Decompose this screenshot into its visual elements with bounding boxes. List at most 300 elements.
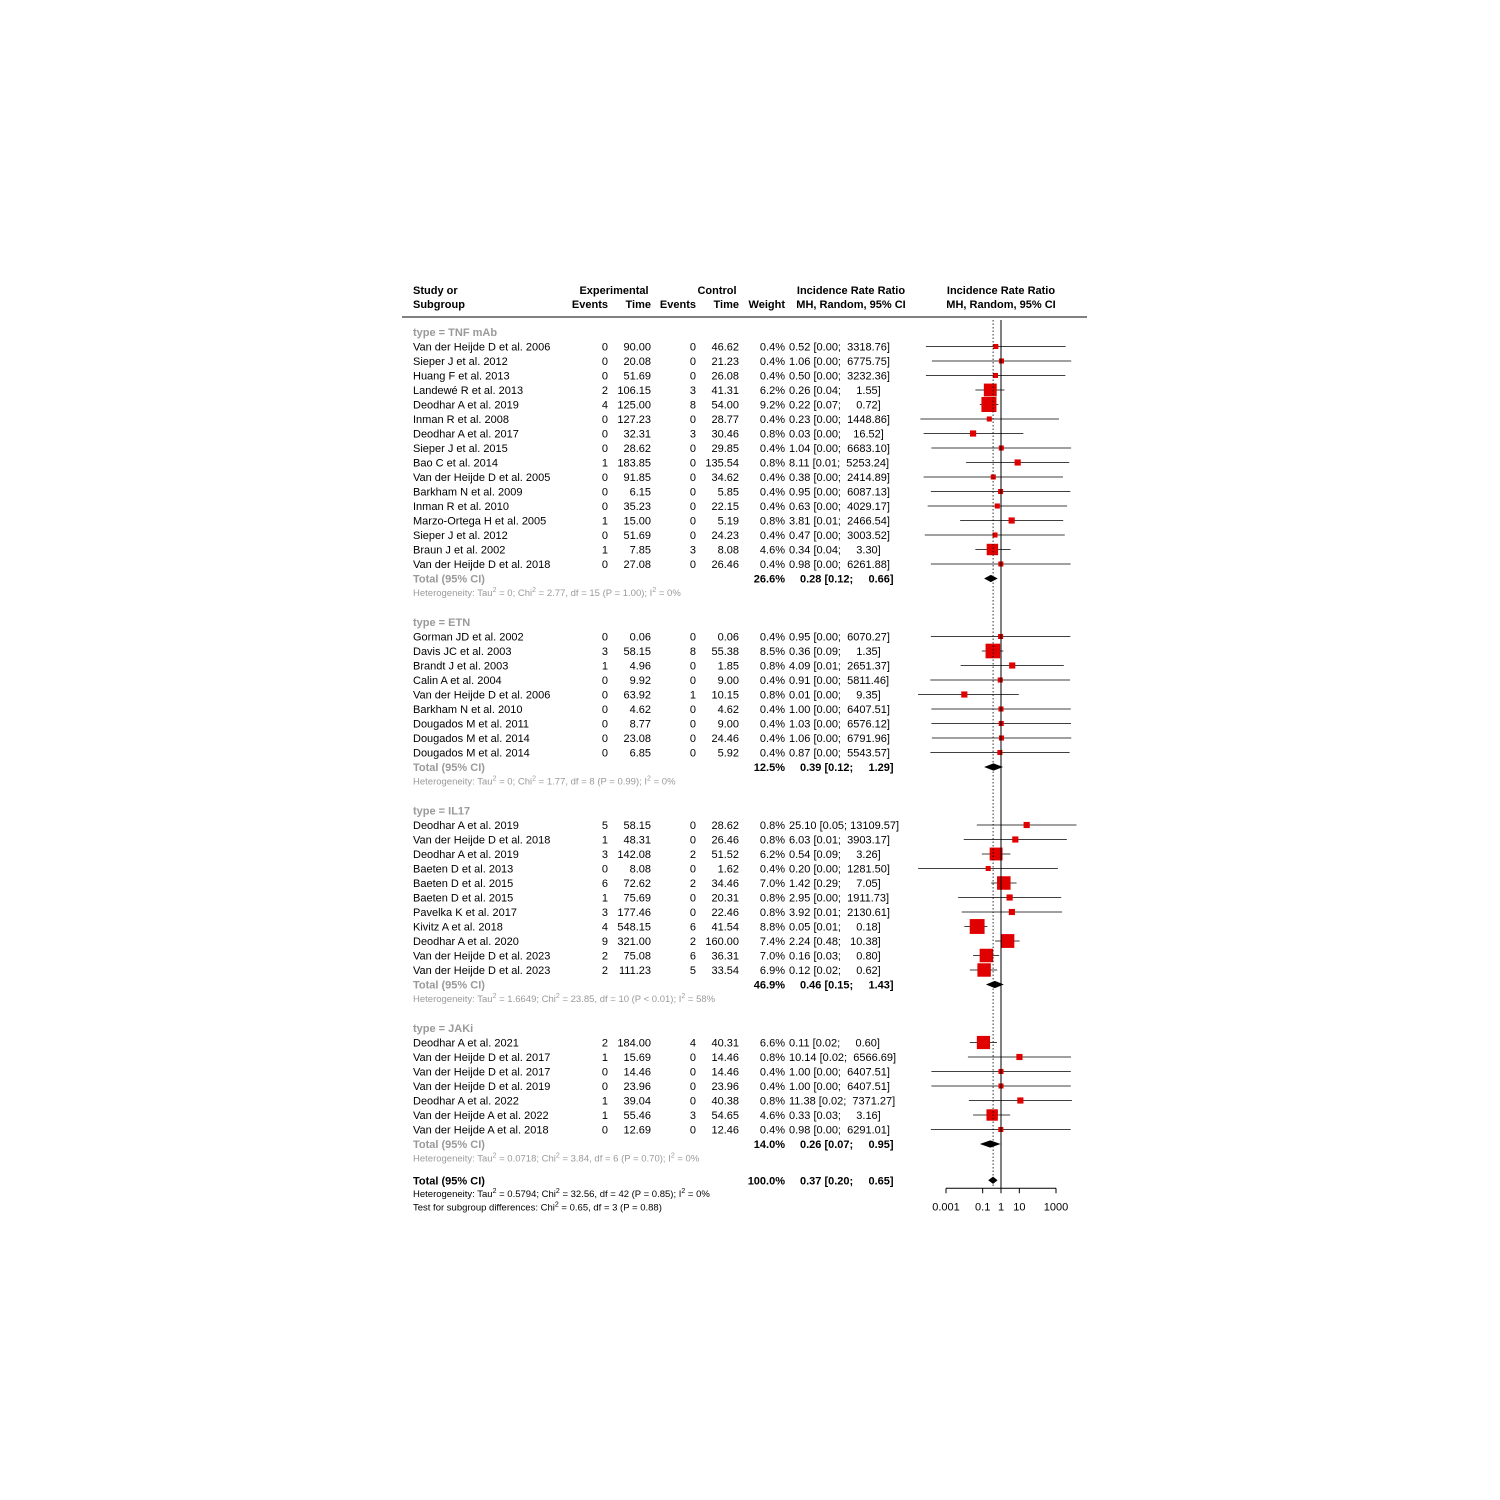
subgroup-total-label: Total (95% CI): [413, 573, 485, 586]
superscript: 2: [555, 993, 560, 1000]
study-name: Van der Heijde D et al. 2006: [413, 341, 551, 354]
study-name: Van der Heijde D et al. 2018: [413, 559, 551, 571]
exp-events: 0: [601, 689, 608, 702]
effect-ci: 8.11 [0.01; 5253.24]: [789, 457, 890, 470]
ctrl-time: 23.96: [711, 1081, 739, 1093]
exp-time: 75.08: [623, 950, 651, 963]
effect-ci: 3.92 [0.01; 2130.61]: [789, 907, 890, 919]
effect-ci: 0.01 [0.00; 9.35]: [789, 689, 881, 702]
subgroup-total-weight: 26.6%: [753, 573, 785, 586]
study-name: Calin A et al. 2004: [413, 675, 502, 687]
study-square: [1012, 836, 1018, 842]
het-text-part: = 0.0718; Chi: [496, 1153, 556, 1165]
subgroup-total-ci: 0.28 [0.12; 0.66]: [800, 573, 894, 586]
ctrl-time: 0.06: [717, 631, 739, 644]
ctrl-events: 0: [689, 863, 696, 876]
exp-events: 1: [601, 457, 608, 470]
ctrl-time: 5.85: [717, 486, 739, 499]
exp-time: 58.15: [623, 646, 651, 658]
exp-events: 0: [601, 472, 608, 484]
weight: 0.4%: [759, 747, 785, 760]
exp-time: 0.06: [629, 631, 651, 644]
exp-time: 58.15: [623, 820, 651, 832]
ctrl-events: 0: [689, 1081, 696, 1093]
ctrl-time: 54.00: [711, 399, 739, 412]
exp-events: 0: [601, 501, 608, 513]
weight: 4.6%: [759, 544, 785, 557]
subgroup-diamond: [984, 575, 998, 582]
weight: 8.8%: [759, 921, 785, 934]
exp-events: 0: [601, 1066, 608, 1079]
effect-ci: 0.95 [0.00; 6087.13]: [789, 486, 890, 499]
ctrl-time: 12.46: [711, 1124, 739, 1137]
het-text-part: = 32.56, df = 42 (P = 0.85); I: [559, 1188, 682, 1200]
exp-events: 0: [601, 747, 608, 760]
weight: 0.4%: [759, 472, 785, 484]
ctrl-time: 10.15: [711, 689, 739, 702]
superscript: 2: [681, 1187, 686, 1195]
study-name: Van der Heijde A et al. 2022: [413, 1110, 549, 1122]
header-experimental: Experimental: [579, 285, 649, 297]
study-name: Van der Heijde D et al. 2023: [413, 950, 551, 963]
ctrl-events: 0: [689, 559, 696, 571]
weight: 6.9%: [759, 965, 785, 977]
effect-ci: 1.00 [0.00; 6407.51]: [789, 704, 890, 716]
effect-ci: 0.38 [0.00; 2414.89]: [789, 472, 890, 484]
ctrl-events: 3: [689, 1110, 696, 1122]
superscript: 2: [492, 993, 497, 1000]
ctrl-time: 34.62: [711, 472, 739, 484]
exp-time: 23.96: [623, 1081, 651, 1093]
ctrl-events: 0: [689, 414, 696, 426]
x-axis-tick-label: 0.1: [975, 1201, 991, 1214]
subgroup-total-weight: 14.0%: [753, 1139, 785, 1151]
weight: 0.4%: [759, 631, 785, 644]
study-name: Van der Heijde D et al. 2006: [413, 689, 551, 702]
ctrl-time: 20.31: [711, 892, 739, 905]
study-square: [987, 416, 992, 421]
het-text-part: = 0%: [650, 776, 676, 788]
study-name: Van der Heijde D et al. 2017: [413, 1052, 551, 1064]
het-text-part: = 1.77, df = 8 (P = 0.99); I: [536, 776, 648, 788]
exp-time: 91.85: [623, 472, 651, 484]
ctrl-time: 28.77: [711, 414, 739, 426]
het-text-part: = 0.5794; Chi: [496, 1188, 556, 1200]
subgroup-total-ci: 0.46 [0.15; 1.43]: [800, 979, 894, 992]
het-text-part: Heterogeneity: Tau: [413, 588, 493, 599]
header-irr-line2: MH, Random, 95% CI: [796, 299, 906, 311]
weight: 0.4%: [759, 1066, 785, 1079]
study-square: [993, 373, 998, 378]
study-name: Deodhar A et al. 2021: [413, 1037, 519, 1050]
effect-ci: 2.95 [0.00; 1911.73]: [789, 892, 890, 905]
exp-time: 48.31: [623, 834, 651, 847]
effect-ci: 0.50 [0.00; 3232.36]: [789, 370, 890, 383]
ctrl-events: 0: [689, 747, 696, 760]
exp-events: 1: [601, 1095, 608, 1108]
study-name: Deodhar A et al. 2020: [413, 936, 519, 948]
exp-time: 15.69: [623, 1052, 651, 1064]
exp-time: 55.46: [623, 1110, 651, 1122]
het-text-part: = 23.85, df = 10 (P < 0.01); I: [559, 994, 682, 1005]
exp-events: 6: [601, 878, 608, 890]
weight: 9.2%: [759, 399, 785, 412]
exp-time: 75.69: [623, 892, 651, 905]
ctrl-events: 0: [689, 718, 696, 731]
header-control: Control: [697, 285, 737, 297]
superscript: 2: [647, 775, 651, 783]
superscript: 2: [670, 1152, 675, 1160]
exp-time: 321.00: [617, 936, 651, 948]
subgroup-label: type = TNF mAb: [413, 327, 498, 339]
overall-total-label: Total (95% CI): [413, 1175, 485, 1188]
header-study-line2: Subgroup: [413, 299, 465, 311]
study-name: Kivitz A et al. 2018: [413, 921, 503, 934]
header-study-line1: Study or: [413, 285, 458, 297]
exp-time: 32.31: [623, 428, 651, 441]
ctrl-time: 9.00: [717, 718, 739, 731]
header-exp-time: Time: [625, 299, 651, 311]
study-square: [970, 430, 976, 436]
study-name: Deodhar A et al. 2017: [413, 428, 519, 441]
exp-time: 12.69: [623, 1124, 651, 1137]
subgroup-total-label: Total (95% CI): [413, 762, 485, 774]
ctrl-events: 0: [689, 631, 696, 644]
ctrl-events: 6: [689, 950, 696, 963]
exp-events: 3: [601, 646, 608, 658]
study-name: Deodhar A et al. 2019: [413, 849, 519, 861]
effect-ci: 0.54 [0.09; 3.26]: [789, 849, 881, 861]
study-square: [1001, 934, 1015, 948]
superscript: 2: [652, 587, 657, 594]
exp-time: 51.69: [623, 530, 651, 542]
study-name: Braun J et al. 2002: [413, 544, 506, 557]
effect-ci: 0.34 [0.04; 3.30]: [789, 544, 881, 557]
weight: 4.6%: [759, 1110, 785, 1122]
ctrl-time: 5.92: [717, 747, 739, 760]
weight: 6.2%: [759, 385, 785, 397]
weight: 0.4%: [759, 733, 785, 745]
exp-events: 3: [601, 849, 608, 861]
ctrl-time: 14.46: [711, 1052, 739, 1064]
exp-events: 5: [601, 820, 608, 832]
study-square: [1015, 459, 1021, 465]
weight: 0.4%: [759, 501, 785, 513]
ctrl-events: 8: [689, 646, 696, 658]
exp-events: 0: [601, 370, 608, 383]
effect-ci: 0.12 [0.02; 0.62]: [789, 965, 881, 977]
ctrl-time: 40.38: [711, 1095, 739, 1108]
exp-time: 142.08: [617, 849, 651, 861]
ctrl-time: 26.46: [711, 834, 739, 847]
weight: 0.4%: [759, 530, 785, 542]
effect-ci: 1.42 [0.29; 7.05]: [789, 878, 881, 890]
subgroup-diamond: [984, 763, 1003, 770]
exp-time: 6.85: [629, 747, 651, 760]
effect-ci: 6.03 [0.01; 3903.17]: [789, 834, 890, 847]
study-name: Sieper J et al. 2012: [413, 530, 508, 542]
subgroup-test: [413, 1201, 662, 1213]
study-name: Van der Heijde A et al. 2018: [413, 1124, 549, 1137]
ctrl-events: 0: [689, 341, 696, 354]
exp-time: 72.62: [623, 878, 651, 890]
ctrl-events: 0: [689, 515, 696, 528]
effect-ci: 0.11 [0.02; 0.60]: [789, 1037, 880, 1050]
ctrl-events: 8: [689, 399, 696, 412]
exp-events: 4: [601, 921, 608, 934]
ctrl-events: 0: [689, 443, 696, 455]
study-name: Marzo-Ortega H et al. 2005: [413, 515, 547, 528]
exp-time: 14.46: [623, 1066, 651, 1079]
study-square: [981, 397, 996, 412]
exp-time: 183.85: [617, 457, 651, 470]
study-name: Sieper J et al. 2012: [413, 356, 508, 368]
ctrl-time: 41.54: [711, 921, 739, 934]
ctrl-events: 0: [689, 660, 696, 673]
effect-ci: 1.06 [0.00; 6791.96]: [789, 733, 890, 745]
exp-time: 7.85: [629, 544, 651, 557]
exp-events: 2: [601, 385, 608, 397]
weight: 8.5%: [759, 646, 785, 658]
x-axis-tick-label: 1: [997, 1201, 1005, 1214]
effect-ci: 1.03 [0.00; 6576.12]: [789, 718, 890, 731]
ctrl-events: 0: [689, 892, 696, 905]
weight: 7.0%: [759, 950, 785, 963]
exp-events: 0: [601, 718, 608, 731]
exp-events: 0: [601, 631, 608, 644]
ctrl-events: 0: [689, 834, 696, 847]
het-text-part: = 0%: [656, 588, 681, 599]
study-square: [1007, 894, 1013, 900]
superscript: 2: [554, 1201, 559, 1209]
study-square: [1009, 662, 1015, 668]
exp-events: 1: [601, 515, 608, 528]
ctrl-time: 46.62: [711, 341, 739, 354]
ctrl-time: 8.08: [717, 544, 739, 557]
weight: 0.4%: [759, 370, 785, 383]
ctrl-time: 24.23: [711, 530, 739, 542]
x-axis-tick-label: 0.001: [932, 1201, 960, 1214]
effect-ci: 0.23 [0.00; 1448.86]: [789, 414, 890, 426]
study-name: Dougados M et al. 2014: [413, 733, 530, 745]
subgroup-total-label: Total (95% CI): [413, 1139, 485, 1151]
study-name: Dougados M et al. 2011: [413, 718, 529, 731]
effect-ci: 0.52 [0.00; 3318.76]: [789, 341, 890, 354]
exp-time: 9.92: [629, 675, 651, 687]
study-square: [1009, 517, 1015, 523]
exp-time: 106.15: [617, 385, 651, 397]
header-ctrl-events: Events: [659, 299, 696, 311]
ctrl-events: 0: [689, 1124, 696, 1137]
subgroup-test-part: Test for subgroup differences: Chi: [413, 1202, 555, 1214]
weight: 6.6%: [759, 1037, 785, 1050]
study-name: Van der Heijde D et al. 2018: [413, 834, 551, 847]
weight: 0.8%: [759, 907, 785, 919]
table-header: [402, 285, 1087, 317]
exp-time: 90.00: [623, 341, 651, 354]
study-name: Brandt J et al. 2003: [413, 660, 509, 673]
ctrl-time: 26.46: [711, 559, 739, 571]
exp-events: 0: [601, 530, 608, 542]
ctrl-events: 3: [689, 544, 696, 557]
exp-events: 1: [601, 660, 608, 673]
ctrl-events: 0: [689, 907, 696, 919]
effect-ci: 0.63 [0.00; 4029.17]: [789, 501, 890, 513]
exp-events: 0: [601, 341, 608, 354]
weight: 0.4%: [759, 356, 785, 368]
study-square: [993, 344, 998, 349]
weight: 0.4%: [759, 718, 785, 731]
subgroup-test-part: = 0.65, df = 3 (P = 0.88): [558, 1202, 662, 1214]
study-square: [1024, 822, 1030, 828]
study-square: [997, 750, 1002, 755]
study-name: Deodhar A et al. 2022: [413, 1095, 519, 1108]
het-text-part: Heterogeneity: Tau: [413, 1153, 493, 1165]
study-name: Van der Heijde D et al. 2019: [413, 1081, 551, 1093]
study-square: [986, 866, 991, 871]
superscript: 2: [492, 1187, 497, 1195]
exp-events: 9: [601, 936, 608, 948]
ctrl-events: 0: [689, 501, 696, 513]
subgroup-label: type = IL17: [413, 805, 471, 818]
exp-time: 4.62: [629, 704, 651, 716]
effect-ci: 0.16 [0.03; 0.80]: [789, 950, 881, 963]
study-name: Inman R et al. 2008: [413, 414, 510, 426]
effect-ci: 1.04 [0.00; 6683.10]: [789, 443, 890, 455]
exp-events: 0: [601, 1124, 608, 1137]
exp-time: 63.92: [623, 689, 651, 702]
weight: 0.8%: [759, 834, 785, 847]
subgroup-total-weight: 12.5%: [753, 762, 785, 774]
study-name: Barkham N et al. 2010: [413, 704, 523, 716]
ctrl-events: 0: [689, 486, 696, 499]
weight: 0.4%: [759, 863, 785, 876]
ctrl-time: 41.31: [711, 385, 739, 397]
effect-ci: 0.98 [0.00; 6261.88]: [789, 559, 890, 571]
study-name: Sieper J et al. 2015: [413, 443, 508, 455]
effect-ci: 25.10 [0.05; 13109.57]: [789, 820, 900, 832]
exp-time: 125.00: [617, 399, 651, 412]
effect-ci: 1.00 [0.00; 6407.51]: [789, 1081, 890, 1093]
weight: 0.8%: [759, 892, 785, 905]
het-text-part: = 0; Chi: [496, 776, 533, 788]
study-square: [997, 876, 1011, 890]
study-square: [998, 677, 1003, 682]
weight: 0.8%: [759, 1095, 785, 1108]
header-plot-line1: Incidence Rate Ratio: [946, 285, 1056, 297]
effect-ci: 11.38 [0.02; 7371.27]: [789, 1095, 896, 1108]
header-weight: Weight: [748, 299, 785, 311]
overall-heterogeneity: [413, 1188, 710, 1200]
study-name: Barkham N et al. 2009: [413, 486, 523, 499]
subgroup-total-weight: 46.9%: [753, 979, 785, 992]
weight: 6.2%: [759, 849, 785, 861]
x-axis-tick-label: 1000: [1043, 1201, 1069, 1214]
overall-total-weight: 100.0%: [747, 1175, 785, 1188]
study-square: [977, 1036, 990, 1049]
ctrl-time: 40.31: [711, 1037, 739, 1050]
het-text-part: = 0; Chi: [496, 588, 533, 599]
ctrl-time: 1.85: [717, 660, 739, 673]
ctrl-time: 55.38: [711, 646, 739, 658]
ctrl-time: 24.46: [711, 733, 739, 745]
study-square: [986, 1109, 997, 1120]
study-name: Deodhar A et al. 2019: [413, 399, 519, 412]
ctrl-time: 51.52: [711, 849, 739, 861]
effect-ci: 1.00 [0.00; 6407.51]: [789, 1066, 890, 1079]
exp-events: 0: [601, 486, 608, 499]
study-name: Baeten D et al. 2013: [413, 863, 514, 876]
study-name: Inman R et al. 2010: [413, 501, 510, 513]
study-name: Pavelka K et al. 2017: [413, 907, 517, 919]
weight: 0.4%: [759, 414, 785, 426]
exp-time: 177.46: [617, 907, 651, 919]
ctrl-events: 6: [689, 921, 696, 934]
study-square: [970, 919, 985, 934]
exp-events: 3: [601, 907, 608, 919]
study-name: Baeten D et al. 2015: [413, 892, 514, 905]
ctrl-events: 2: [689, 878, 696, 890]
weight: 7.4%: [759, 936, 785, 948]
header-plot-line2: MH, Random, 95% CI: [946, 299, 1056, 311]
ctrl-events: 0: [689, 820, 696, 832]
subgroup-heterogeneity: [413, 1153, 700, 1165]
effect-ci: 0.91 [0.00; 5811.46]: [789, 675, 890, 687]
study-square: [977, 963, 990, 976]
weight: 0.8%: [759, 820, 785, 832]
superscript: 2: [555, 1187, 560, 1195]
exp-events: 1: [601, 1110, 608, 1122]
exp-time: 184.00: [617, 1037, 651, 1050]
het-text-part: Heterogeneity: Tau: [413, 1188, 493, 1200]
subgroup-total-ci: 0.26 [0.07; 0.95]: [800, 1139, 894, 1151]
study-name: Landewé R et al. 2013: [413, 385, 524, 397]
weight: 0.4%: [759, 675, 785, 687]
ctrl-events: 3: [689, 385, 696, 397]
study-square: [1017, 1097, 1023, 1103]
exp-events: 0: [601, 356, 608, 368]
superscript: 2: [532, 775, 537, 783]
text-layer: [413, 327, 1068, 1213]
ctrl-events: 5: [689, 965, 696, 977]
exp-time: 35.23: [623, 501, 651, 513]
het-text-part: = 0%: [685, 1188, 710, 1200]
ctrl-events: 2: [689, 849, 696, 861]
study-name: Dougados M et al. 2014: [413, 747, 530, 760]
header-irr-line1: Incidence Rate Ratio: [796, 285, 906, 297]
header-ctrl-time: Time: [713, 299, 739, 311]
study-square: [961, 691, 967, 697]
ctrl-events: 0: [689, 472, 696, 484]
weight: 0.4%: [759, 443, 785, 455]
study-name: Huang F et al. 2013: [413, 370, 510, 383]
weight: 0.4%: [759, 341, 785, 354]
study-name: Bao C et al. 2014: [413, 457, 499, 470]
effect-ci: 0.22 [0.07; 0.72]: [789, 399, 881, 412]
study-name: Baeten D et al. 2015: [413, 878, 514, 890]
subgroup-label: type = JAKi: [413, 1023, 474, 1035]
ctrl-time: 4.62: [717, 704, 739, 716]
study-name: Van der Heijde D et al. 2005: [413, 472, 551, 484]
exp-time: 27.08: [623, 559, 651, 571]
study-name: Gorman JD et al. 2002: [413, 631, 524, 644]
effect-ci: 0.03 [0.00; 16.52]: [789, 428, 884, 441]
header-exp-events: Events: [571, 299, 608, 311]
exp-events: 1: [601, 544, 608, 557]
study-square: [1009, 909, 1015, 915]
subgroup-heterogeneity: [413, 993, 716, 1005]
ctrl-time: 9.00: [717, 675, 739, 687]
